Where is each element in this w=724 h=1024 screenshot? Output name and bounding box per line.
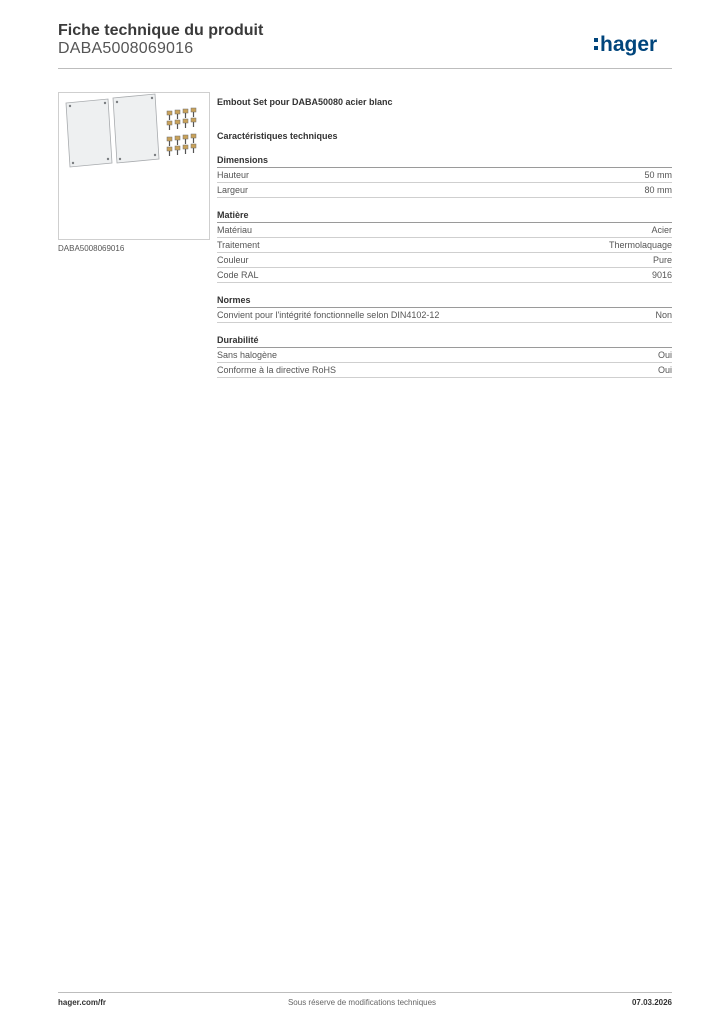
spec-value: 9016 — [651, 270, 672, 280]
document-title: Fiche technique du produit — [58, 22, 264, 39]
product-details — [217, 95, 672, 378]
spec-label: Matériau — [217, 225, 253, 235]
section-title: Matière — [217, 209, 672, 223]
spec-value: Pure — [652, 255, 672, 265]
spec-row — [217, 223, 672, 238]
spec-row — [217, 168, 672, 183]
spec-row — [217, 238, 672, 253]
spec-value: 80 mm — [644, 185, 672, 195]
footer-divider — [58, 992, 672, 993]
spec-value: 50 mm — [644, 170, 672, 180]
spec-row — [217, 268, 672, 283]
end-plate-right — [113, 94, 159, 163]
spec-row — [217, 308, 672, 323]
end-plate-left — [66, 99, 112, 167]
product-reference: DABA5008069016 — [58, 40, 194, 57]
footer-disclaimer: Sous réserve de modifications techniques — [287, 998, 437, 1007]
hager-logo — [592, 30, 672, 58]
image-caption: DABA5008069016 — [58, 244, 125, 253]
section-sustainability — [217, 334, 672, 378]
spec-value: Oui — [657, 365, 672, 375]
product-name: Embout Set pour DABA50080 acier blanc — [217, 97, 393, 107]
footer-date: 07.03.2026 — [631, 998, 672, 1007]
spec-label: Conforme à la directive RoHS — [217, 365, 337, 375]
specs-heading: Caractéristiques techniques — [217, 131, 338, 141]
spec-value: Non — [655, 310, 672, 320]
spec-label: Sans halogène — [217, 350, 278, 360]
section-title: Dimensions — [217, 154, 672, 168]
spec-row — [217, 348, 672, 363]
spec-label: Code RAL — [217, 270, 259, 280]
section-dimensions — [217, 154, 672, 198]
spec-row — [217, 183, 672, 198]
spec-label: Hauteur — [217, 170, 250, 180]
page-header — [58, 20, 672, 68]
section-material — [217, 209, 672, 283]
spec-label: Couleur — [217, 255, 249, 265]
spec-value: Acier — [651, 225, 672, 235]
logo-text: hager — [600, 33, 658, 56]
screw-set — [167, 108, 196, 156]
section-title: Durabilité — [217, 334, 672, 348]
header-divider — [58, 68, 672, 69]
spec-label: Largeur — [217, 185, 249, 195]
spec-row — [217, 253, 672, 268]
footer-website-link[interactable]: hager.com/fr — [58, 998, 107, 1007]
spec-row — [217, 363, 672, 378]
spec-label: Traitement — [217, 240, 260, 250]
section-standards — [217, 294, 672, 323]
product-image — [58, 92, 210, 240]
section-title: Normes — [217, 294, 672, 308]
spec-label: Convient pour l'intégrité fonctionnelle selon DIN4102-12 — [217, 310, 440, 320]
spec-value: Thermolaquage — [608, 240, 672, 250]
spec-value: Oui — [657, 350, 672, 360]
